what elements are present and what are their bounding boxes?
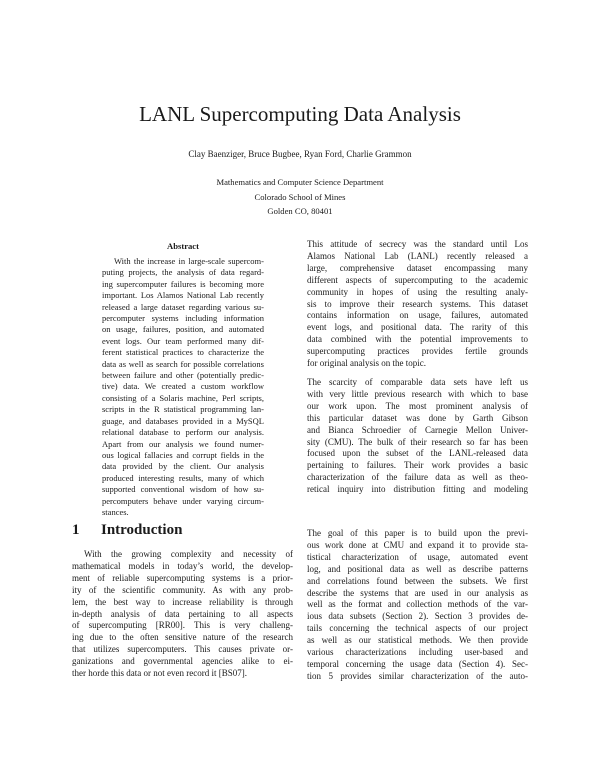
right-p1-line: for original analysis on the topic. [307, 358, 426, 369]
abstract-line: consisting of a Solaris machine, Perl scripts, [102, 392, 264, 403]
abstract-heading: Abstract [167, 241, 199, 251]
right-p3-line: The goal of this paper is to build upon the previ- [307, 528, 528, 538]
intro-line: ity of the scientific community. As with any prob- [72, 584, 293, 595]
intro-line: With the growing complexity and necessity of [84, 549, 293, 559]
affiliation-school: Colorado School of Mines [254, 191, 346, 202]
intro-line: ganizations and governmental agencies alike to ei- [72, 656, 293, 667]
right-p2-line: characterization of the failure data as well as theo- [307, 472, 528, 483]
abstract-line: relational database to perform our analysis. [102, 427, 264, 438]
abstract-line: released a large dataset regarding various su- [102, 301, 264, 312]
abstract-line: ous logical fallacies and corrupt fields in the [102, 449, 264, 460]
right-p2-line: pertaining to failures. Their work provides a basic [307, 460, 528, 471]
right-p1-line: different aspects of supercomputing to the academic [307, 274, 528, 285]
abstract-line: important. Los Alamos National Lab recently [102, 290, 264, 301]
abstract-block [102, 241, 264, 518]
right-p3-line: log, and positional data as well as describe patterns [307, 563, 528, 574]
intro-line: ing due to the often sensitive nature of the research [72, 632, 293, 643]
right-p1-line: This attitude of secrecy was the standard until Los [307, 239, 528, 249]
right-p3-line: temporal concerning the usage data (Section 4). Sec- [307, 658, 528, 669]
right-p3-line: well as the format and collection methods of the var- [307, 599, 528, 610]
right-p2-line: and Bianca Schroedier of Carnegie Mellon Univer- [307, 424, 528, 435]
intro-line: in-depth analysis of data pertaining to all aspects [72, 608, 293, 619]
right-p3-line: describe the systems that are used in our analysis as [307, 587, 528, 598]
intro-paragraph [72, 549, 293, 680]
section-title: Introduction [101, 522, 183, 538]
right-p1-line: community in hopes of using the resulting analy- [307, 286, 528, 297]
right-p3-line: tails concerning the technical aspects of our project [307, 623, 528, 634]
right-p1-line: large, comprehensive dataset encompassing many [307, 262, 528, 273]
right-p3-line: ous work done at CMU and expand it to provide sta- [307, 539, 528, 550]
right-p2-line: focused upon the subset of the LANL-released data [307, 448, 528, 459]
right-p3-line: ious data subsets (Section 2). Section 3 provides de- [307, 611, 528, 622]
right-paragraph-1 [307, 239, 528, 370]
abstract-line: between failure and other (potentially predic- [102, 370, 264, 381]
abstract-line: data provided by the client. Our analysis [102, 461, 264, 472]
intro-line: of supercomputing [RR00]. This is very challeng- [72, 620, 293, 631]
right-p2-line: our work upon. The most prominent analysis of [307, 400, 528, 411]
abstract-line: tive) data. We created a custom workflow [102, 381, 264, 392]
right-p3-line: and correlations found between the subsets. We first [307, 575, 528, 586]
abstract-line: puting projects, the analysis of data regard- [102, 267, 264, 278]
abstract-line: supported conventional wisdom of how su- [102, 484, 264, 495]
section-heading [72, 522, 292, 539]
right-p3-line: tistical characterization of usage, automated event [307, 551, 528, 562]
affiliation-department: Mathematics and Computer Science Department [216, 177, 384, 187]
abstract-text [102, 256, 264, 518]
intro-line: lem, the best way to increase reliability is through [72, 596, 293, 607]
right-p2-line: retical inquiry into distribution fitting and modeling [307, 484, 528, 495]
right-p2-line: this particular dataset was done by Garth Gibson [307, 412, 528, 423]
abstract-line: on usage, failures, position, and automated [102, 324, 264, 335]
abstract-line: scripts in the R statistical programming lan- [102, 404, 264, 415]
intro-line: mathematical models in today’s world, the develop- [72, 560, 293, 571]
right-paragraph-3 [307, 528, 528, 683]
right-p3-line: various characterizations including user-based and [307, 647, 528, 658]
paper-title: LANL Supercomputing Data Analysis [139, 102, 461, 126]
right-p2-line: with very little previous research with which to base [307, 388, 528, 399]
right-p1-line: contains information on usage, failures, automated [307, 310, 528, 321]
right-p1-line: Alamos National Lab (LANL) recently released a [307, 250, 528, 261]
section-number: 1 [72, 522, 80, 538]
abstract-line: Apart from our analysis we found numer- [102, 438, 264, 449]
right-p3-line: tion 5 provides similar characterization of the auto- [307, 670, 528, 681]
right-p3-line: as well as our statistical methods. We then provide [307, 635, 528, 646]
abstract-line: stances. [102, 506, 129, 517]
right-p2-line: sity (CMU). The bulk of their research so far has been [307, 436, 528, 447]
abstract-line: event logs. Our team performed many dif- [102, 335, 264, 346]
abstract-line: percomputer systems including information [102, 313, 264, 324]
abstract-line: ing supercomputer failures is becoming more [102, 278, 264, 289]
abstract-line: guage, and databases provided in a MySQL [102, 415, 264, 426]
intro-line: that utilizes supercomputers. This causes private or- [72, 644, 293, 655]
abstract-line: With the increase in large-scale supercom- [114, 256, 264, 266]
abstract-line: percomputers behave under varying circum- [102, 495, 264, 506]
abstract-line: data as well as search for possible correlations [102, 358, 264, 369]
right-paragraph-2 [307, 377, 528, 496]
right-p1-line: data combined with the potential improvements to [307, 334, 528, 345]
right-p1-line: supercomputing practices provides fertile grounds [307, 346, 528, 357]
abstract-line: ferent statistical practices to characterize the [102, 347, 264, 358]
affiliation-address: Golden CO, 80401 [267, 206, 333, 216]
right-p1-line: sis to improve their research systems. This dataset [307, 298, 528, 309]
affiliation [0, 175, 600, 219]
right-p1-line: event logs, and positional data. The rarity of this [307, 322, 528, 333]
right-p2-line: The scarcity of comparable data sets have left us [307, 377, 528, 387]
intro-line: ment of reliable supercomputing systems is a prior- [72, 572, 293, 583]
intro-line: ther horde this data or not even record it [BS07]. [72, 668, 247, 679]
author-list: Clay Baenziger, Bruce Bugbee, Ryan Ford, Charlie Grammon [188, 149, 412, 159]
abstract-line: produced interesting results, many of which [102, 472, 264, 483]
